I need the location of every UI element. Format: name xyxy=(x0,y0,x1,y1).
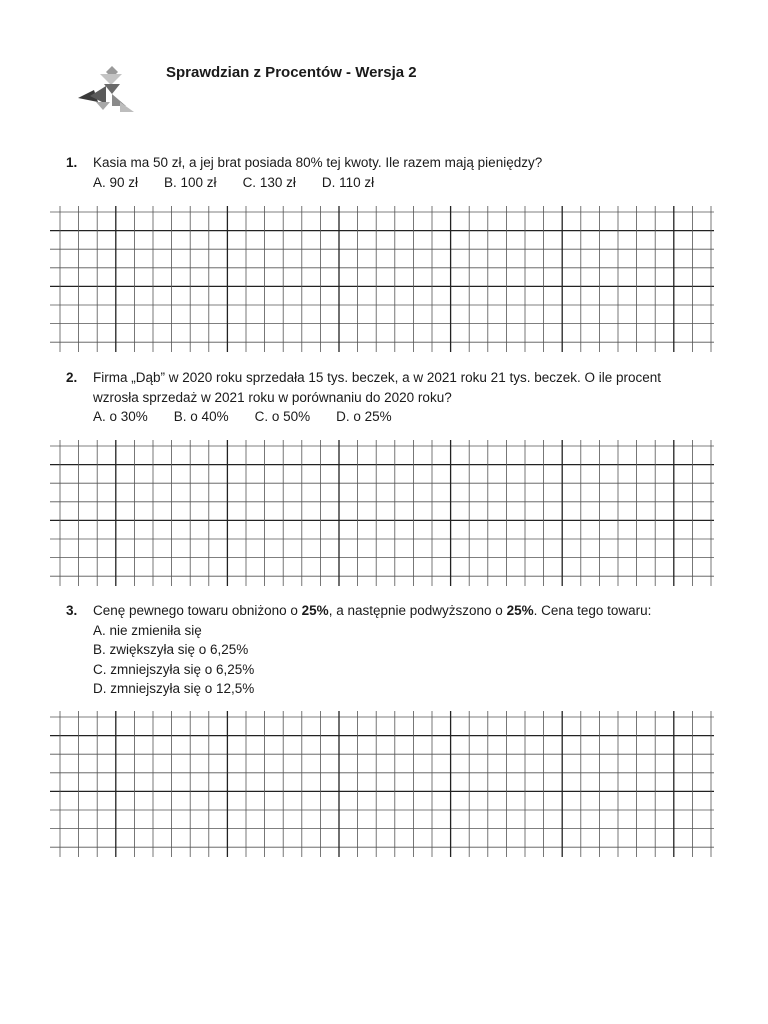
answer-options xyxy=(93,407,716,427)
question-number: 2. xyxy=(66,370,78,385)
bold-percent: 25% xyxy=(506,603,534,618)
answer-grid-2[interactable] xyxy=(50,440,716,586)
question-text xyxy=(93,601,716,621)
question-2 xyxy=(66,368,716,427)
answer-options xyxy=(93,173,716,193)
option-b[interactable]: B. o 40% xyxy=(173,409,229,424)
option-d[interactable]: D. o 25% xyxy=(336,409,392,424)
question-3 xyxy=(66,601,716,699)
option-c[interactable]: C. zmniejszyła się o 6,25% xyxy=(93,661,255,677)
bold-percent: 25% xyxy=(301,603,329,618)
question-number: 1. xyxy=(66,155,78,170)
option-a[interactable]: A. 90 zł xyxy=(93,174,139,190)
option-c[interactable]: C. o 50% xyxy=(254,409,311,424)
option-d[interactable]: D. zmniejszyła się o 12,5% xyxy=(93,681,255,696)
question-1 xyxy=(66,153,716,192)
option-a[interactable]: A. o 30% xyxy=(93,409,148,424)
question-number: 3. xyxy=(66,603,78,618)
answer-grid-3[interactable] xyxy=(50,711,716,857)
text-part: . Cena tego towaru: xyxy=(533,603,652,618)
option-b[interactable]: B. zwiększyła się o 6,25% xyxy=(93,642,249,657)
logo xyxy=(76,64,138,114)
question-text-line2: wzrosła sprzedaż w 2021 roku w porównaniu do 2020 roku? xyxy=(93,389,452,405)
answer-grid-1[interactable] xyxy=(50,206,716,352)
question-text: Kasia ma 50 zł, a jej brat posiada 80% tej kwoty. Ile razem mają pieniędzy? xyxy=(93,155,543,170)
option-a[interactable]: A. nie zmieniła się xyxy=(93,622,202,638)
question-text-line1: Firma „Dąb” w 2020 roku sprzedała 15 tys. beczek, a w 2021 roku 21 tys. beczek. O ile procent xyxy=(93,370,662,385)
text-part: , a następnie podwyższono o xyxy=(328,603,507,618)
text-part: Cenę pewnego towaru obniżono o xyxy=(93,603,302,618)
grid-lines xyxy=(50,711,716,857)
option-c[interactable]: C. 130 zł xyxy=(242,174,296,190)
grid-lines xyxy=(50,440,716,586)
option-b[interactable]: B. 100 zł xyxy=(164,174,217,190)
page-title: Sprawdzian z Procentów - Wersja 2 xyxy=(166,64,417,81)
option-d[interactable]: D. 110 zł xyxy=(321,174,375,190)
tangram-runner-icon xyxy=(76,64,138,114)
grid-lines xyxy=(50,206,716,352)
